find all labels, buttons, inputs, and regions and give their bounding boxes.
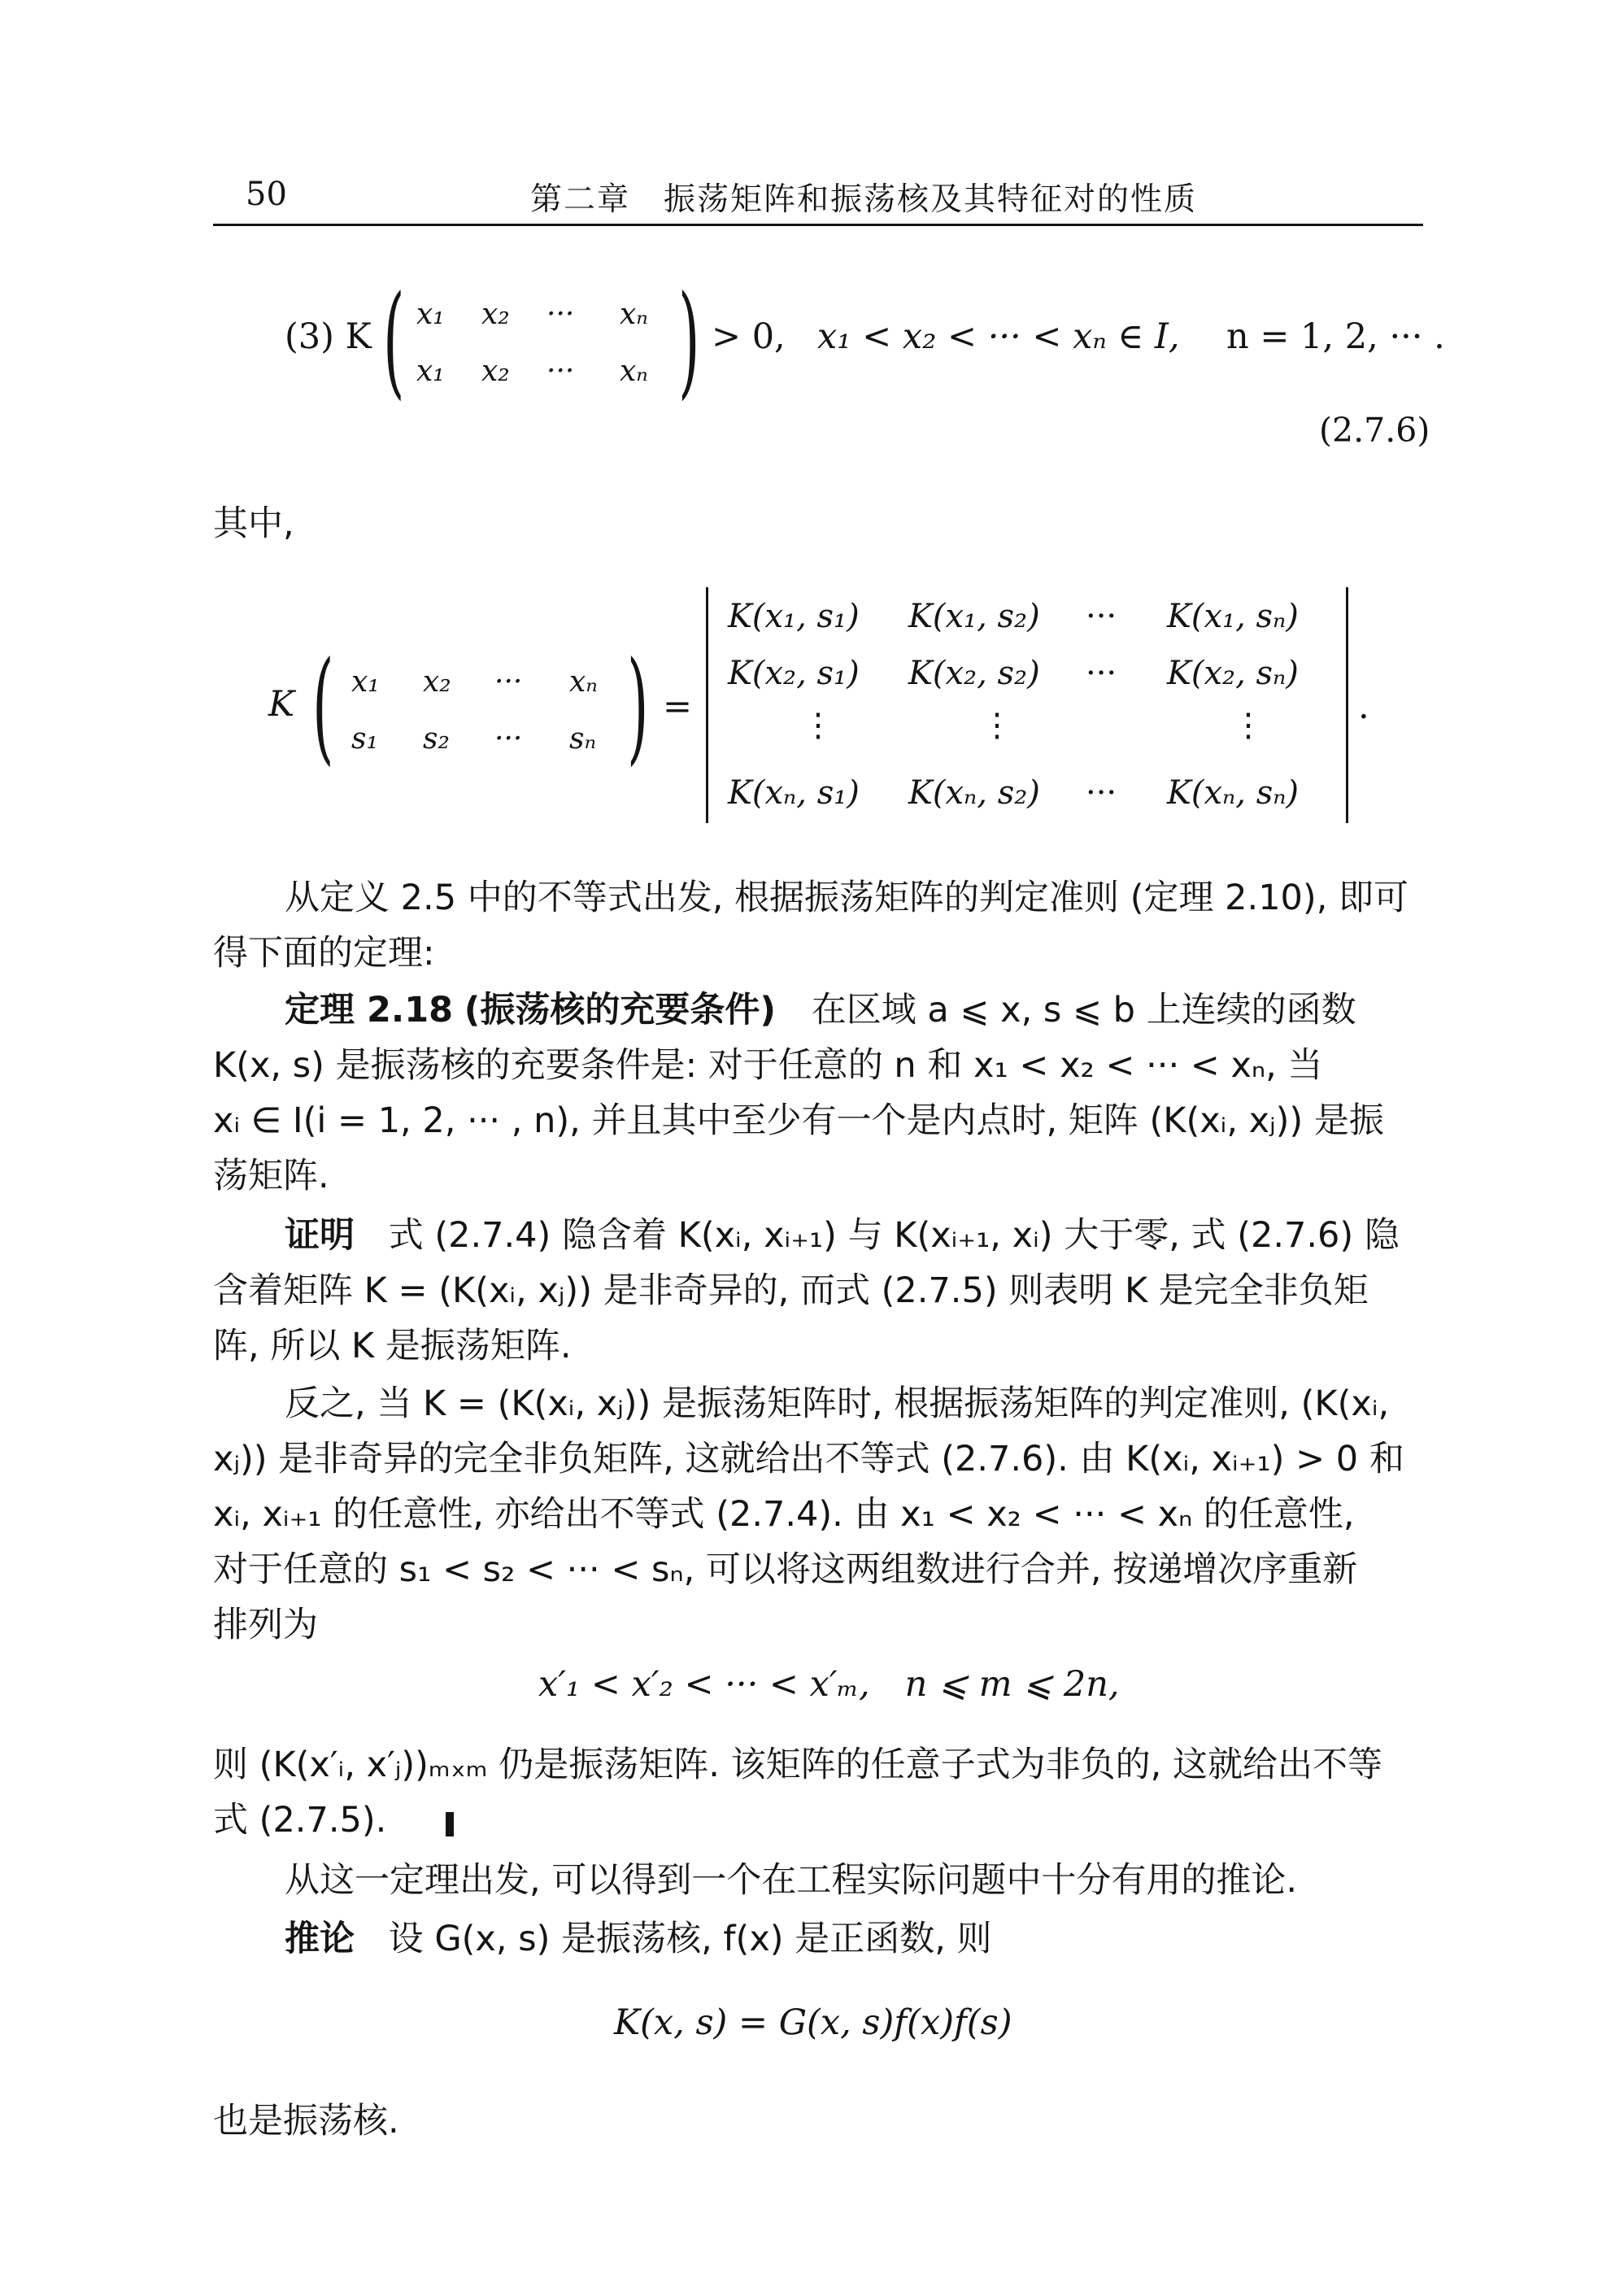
- array-cell: x₁: [416, 355, 445, 388]
- eq-condition: > 0,: [712, 316, 786, 357]
- matrix-cell: K(x₂, sₙ): [1167, 655, 1299, 692]
- right-paren: ): [678, 270, 700, 412]
- proof-line: xᵢ, xᵢ₊₁ 的任意性, 亦给出不等式 (2.7.4). 由 x₁ < x₂ < ··· < xₙ 的任意性,: [213, 1494, 1355, 1535]
- matrix-cell: K(xₙ, sₙ): [1167, 774, 1300, 812]
- theorem-label: 定理 2.18: [285, 990, 454, 1030]
- theorem-line: K(x, s) 是振荡核的充要条件是: 对于任意的 n 和 x₁ < x₂ < ··· < xₙ, 当: [213, 1045, 1323, 1086]
- array-cell: s₁: [351, 722, 378, 756]
- corollary-line: [285, 1911, 1423, 1967]
- theorem-line: xᵢ ∈ I(i = 1, 2, ··· , n), 并且其中至少有一个是内点时, 矩阵 (K(xᵢ, xⱼ)) 是振: [213, 1100, 1384, 1141]
- array-cell: x₂: [481, 298, 510, 331]
- array-bottom-a: [416, 355, 668, 388]
- matrix-cell: ⋮: [1232, 707, 1265, 744]
- theorem-text: 在区域 a ⩽ x, s ⩽ b 上连续的函数: [811, 990, 1356, 1030]
- proof-text: 式 (2.7.4) 隐含着 K(xᵢ, xᵢ₊₁) 与 K(xᵢ₊₁, xᵢ) 大于零, 式 (2.7.6) 隐: [388, 1215, 1400, 1256]
- matrix-row: [728, 774, 1330, 812]
- corollary-text: 设 G(x, s) 是振荡核, f(x) 是正函数, 则: [388, 1919, 992, 1959]
- proof-line: 含着矩阵 K = (K(xᵢ, xⱼ)) 是非奇异的, 而式 (2.7.5) 则表明 K 是完全非负矩: [213, 1270, 1369, 1311]
- matrix-cell: ⋮: [981, 707, 1013, 744]
- theorem-title: (振荡核的充要条件): [464, 990, 777, 1030]
- matrix-cell: K(x₂, s₂): [908, 655, 1040, 692]
- determinant-right-bar: [1346, 587, 1348, 823]
- equation-number: (2.7.6): [1319, 411, 1430, 450]
- corollary-label: 推论: [285, 1919, 355, 1959]
- equals-sign: =: [663, 686, 693, 727]
- qed-mark: [446, 1812, 454, 1836]
- right-paren: ): [627, 636, 649, 778]
- matrix-cell: K(x₂, s₁): [728, 655, 860, 692]
- page-number: 50: [246, 176, 287, 213]
- determinant-left-bar: [706, 587, 708, 823]
- matrix-cell: ···: [1086, 655, 1117, 692]
- matrix-cell: K(x₁, s₁): [728, 598, 860, 635]
- array-cell: ···: [494, 722, 523, 756]
- array-top-b: [351, 665, 618, 699]
- theorem-line: 荡矩阵.: [213, 1156, 329, 1196]
- proof-line: 对于任意的 s₁ < s₂ < ··· < sₙ, 可以将这两组数进行合并, 按递增次序重新: [213, 1549, 1358, 1590]
- proof-first-line: [285, 1208, 1423, 1263]
- matrix-cell: K(x₁, s₂): [908, 598, 1040, 635]
- paragraph-line: 得下面的定理:: [213, 933, 435, 974]
- matrix-cell: K(x₁, sₙ): [1167, 598, 1299, 635]
- paragraph-line: 也是振荡核.: [213, 2101, 399, 2141]
- period: .: [1358, 686, 1369, 727]
- array-bottom-b: [351, 722, 618, 756]
- proof-line: xⱼ)) 是非奇异的完全非负矩阵, 这就给出不等式 (2.7.6). 由 K(xᵢ, xᵢ₊₁) > 0 和: [213, 1439, 1404, 1479]
- matrix-row: [728, 600, 1330, 633]
- array-cell: xₙ: [620, 298, 648, 331]
- eq-ordering: x₁ < x₂ < ··· < xₙ ∈ I,: [817, 316, 1180, 357]
- array-cell: xₙ: [620, 355, 648, 388]
- array-cell: ···: [494, 665, 523, 699]
- text-qizhong: 其中,: [213, 503, 294, 544]
- array-cell: x₂: [481, 355, 510, 388]
- array-cell: ···: [546, 355, 575, 388]
- matrix-cell: K(xₙ, s₂): [908, 774, 1040, 812]
- array-cell: sₙ: [569, 722, 597, 756]
- eq-prefix: (3) K: [285, 316, 372, 357]
- array-top-a: [416, 298, 668, 331]
- proof-line: 式 (2.7.5).: [213, 1800, 387, 1841]
- matrix-cell: ···: [1086, 774, 1117, 812]
- array-cell: x₁: [416, 298, 445, 331]
- left-paren: (: [383, 270, 405, 412]
- left-paren: (: [312, 636, 334, 778]
- array-cell: x₂: [423, 665, 451, 699]
- running-title: 第二章 振荡矩阵和振荡核及其特征对的性质: [530, 181, 1198, 218]
- display-corollary: K(x, s) = G(x, s)f(x)f(s): [614, 2002, 1012, 2043]
- array-cell: s₂: [423, 722, 450, 756]
- paragraph-line: 从定义 2.5 中的不等式出发, 根据振荡矩阵的判定准则 (定理 2.10), 即可: [285, 878, 1409, 918]
- array-cell: x₁: [351, 665, 380, 699]
- display-merge: x′₁ < x′₂ < ··· < x′ₘ, n ⩽ m ⩽ 2n,: [538, 1664, 1120, 1705]
- matrix-cell: ···: [1086, 598, 1117, 635]
- matrix-cell: ⋮: [802, 707, 834, 744]
- proof-line: 阵, 所以 K 是振荡矩阵.: [213, 1326, 572, 1366]
- array-cell: ···: [546, 298, 575, 331]
- theorem-first-line: [285, 982, 1423, 1038]
- proof-line: 排列为: [213, 1605, 318, 1645]
- matrix-row: [728, 657, 1330, 690]
- matrix-row: [728, 709, 1330, 742]
- proof-line: 反之, 当 K = (K(xᵢ, xⱼ)) 是振荡矩阵时, 根据振荡矩阵的判定准则, (K(xᵢ,: [285, 1383, 1390, 1424]
- proof-label: 证明: [285, 1215, 355, 1256]
- array-cell: xₙ: [569, 665, 598, 699]
- paragraph-line: 从这一定理出发, 可以得到一个在工程实际问题中十分有用的推论.: [285, 1860, 1298, 1901]
- matrix-lhs: K: [268, 684, 295, 725]
- header-rule: [213, 224, 1423, 226]
- eq-range: n = 1, 2, ··· .: [1226, 316, 1445, 357]
- page-header: [213, 171, 1423, 220]
- matrix-cell: K(xₙ, s₁): [728, 774, 860, 812]
- proof-line: 则 (K(x′ᵢ, x′ⱼ))ₘₓₘ 仍是振荡矩阵. 该矩阵的任意子式为非负的, 这就给出不等: [213, 1745, 1382, 1785]
